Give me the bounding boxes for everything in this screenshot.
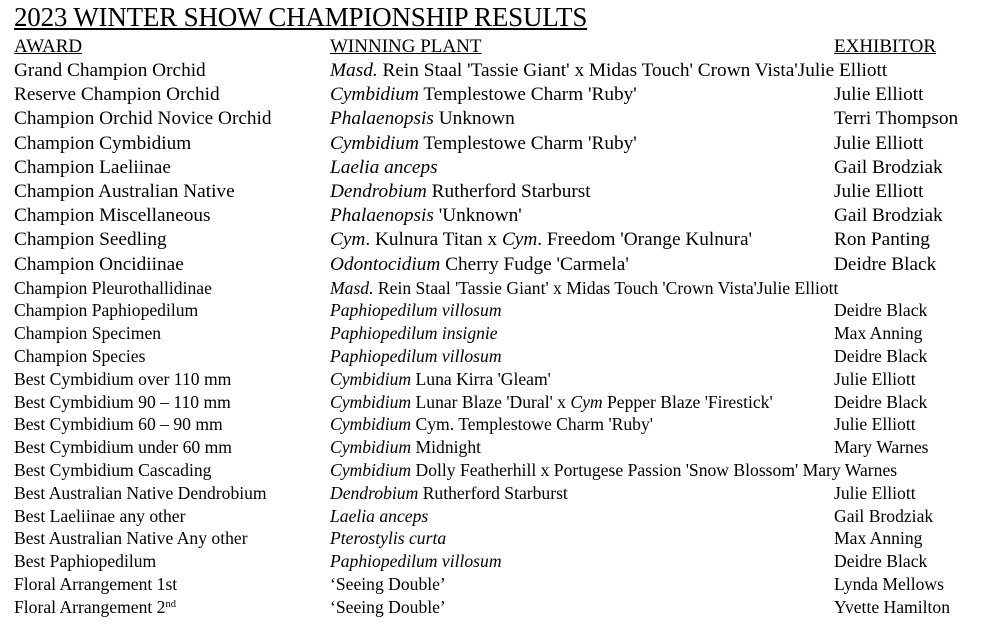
award-cell: Champion Species — [14, 346, 146, 367]
plant-name-text: Rutherford Starburst — [426, 180, 591, 202]
plant-name-text: Unknown — [433, 108, 515, 130]
plant-name-italic: Cym — [330, 229, 366, 251]
award-cell: Best Australian Native Dendrobium — [14, 482, 267, 503]
award-cell: Champion Oncidiinae — [14, 253, 184, 275]
plant-name-text: Midnight — [411, 437, 482, 458]
winning-plant-cell — [330, 156, 438, 180]
plant-name-italic: Cymbidium — [330, 437, 412, 458]
plant-name-italic: Phalaenopsis — [330, 108, 434, 130]
award-cell: Champion Pleurothallidinae — [14, 277, 212, 298]
exhibitor-cell: Julie Elliott — [834, 414, 916, 435]
winning-plant-cell — [330, 345, 502, 368]
plant-name-italic: Cymbidium — [330, 84, 419, 106]
plant-name-italic: Cym — [501, 229, 538, 251]
exhibitor-cell: Julie Elliott — [834, 84, 924, 106]
plant-name-italic: Paphiopedilum villosum — [330, 346, 502, 367]
winning-plant-cell — [330, 482, 568, 505]
exhibitor-cell: Deidre Black — [834, 346, 928, 367]
winning-plant-cell — [330, 413, 653, 436]
results-row — [0, 482, 984, 505]
winning-plant-cell — [330, 505, 428, 528]
award-cell: Champion Miscellaneous — [14, 205, 211, 227]
exhibitor-cell: Gail Brodziak — [834, 205, 943, 227]
results-row — [0, 107, 984, 131]
results-row — [0, 436, 984, 459]
plant-name-italic: Cymbidium — [330, 391, 412, 412]
award-cell: Champion Orchid Novice Orchid — [14, 108, 272, 130]
award-cell: Best Cymbidium Cascading — [14, 460, 212, 481]
winning-plant-cell — [330, 527, 446, 550]
results-row — [0, 596, 984, 619]
exhibitor-cell: Gail Brodziak — [834, 156, 943, 178]
award-cell: Best Cymbidium under 60 mm — [14, 437, 232, 458]
plant-name-italic: Cym — [570, 391, 603, 412]
results-row — [0, 505, 984, 528]
exhibitor-cell: Mary Warnes — [802, 460, 898, 481]
results-row — [0, 413, 984, 436]
plant-name-italic: Cymbidium — [330, 368, 412, 389]
exhibitor-cell: Julie Elliott — [834, 132, 924, 154]
plant-name-italic: Masd. — [330, 60, 378, 81]
winning-plant-cell — [330, 391, 773, 414]
plant-name-text: Rutherford Starburst — [418, 482, 568, 503]
plant-name-italic: Odontocidium — [330, 253, 441, 275]
results-row — [0, 527, 984, 550]
award-cell: Reserve Champion Orchid — [14, 84, 220, 106]
results-row — [0, 299, 984, 322]
plant-name-italic: Phalaenopsis — [330, 205, 434, 227]
results-row — [0, 253, 984, 277]
award-cell: Best Laeliinae any other — [14, 505, 186, 526]
winning-plant-cell — [330, 277, 838, 300]
header-winning-plant: WINNING PLANT — [330, 36, 482, 57]
results-row — [0, 59, 984, 83]
plant-name-italic: Dendrobium — [330, 180, 427, 202]
plant-name-text: Lunar Blaze 'Dural' x — [411, 391, 571, 412]
exhibitor-cell: Deidre Black — [834, 300, 928, 321]
winning-plant-cell — [330, 550, 502, 573]
plant-name-text: 'Unknown' — [433, 205, 522, 227]
exhibitor-cell: Deidre Black — [834, 391, 928, 412]
exhibitor-cell: Lynda Mellows — [834, 574, 944, 595]
results-row — [0, 459, 984, 482]
exhibitor-cell: Julie Elliott — [797, 60, 888, 81]
header-exhibitor: EXHIBITOR — [834, 36, 937, 57]
exhibitor-cell: Gail Brodziak — [834, 505, 934, 526]
results-table — [0, 59, 984, 619]
exhibitor-cell: Terri Thompson — [834, 108, 959, 130]
plant-name-italic: Laelia anceps — [330, 156, 438, 178]
plant-name-italic: Cymbidium — [330, 414, 412, 435]
winning-plant-cell — [330, 368, 551, 391]
winning-plant-cell — [330, 180, 591, 204]
winning-plant-cell — [330, 322, 498, 345]
plant-name-italic: Masd. — [330, 277, 374, 298]
plant-name-text: Templestowe Charm 'Ruby' — [418, 84, 637, 106]
winning-plant-cell — [330, 204, 522, 228]
plant-name-text: . Kulnura Titan x — [365, 229, 502, 251]
winning-plant-cell — [330, 596, 446, 619]
results-row — [0, 132, 984, 156]
award-cell: Best Cymbidium 90 – 110 mm — [14, 391, 231, 412]
award-cell: Champion Paphiopedilum — [14, 300, 199, 321]
award-cell: Champion Seedling — [14, 229, 167, 251]
award-cell: Best Cymbidium 60 – 90 mm — [14, 414, 223, 435]
plant-name-text: Pepper Blaze 'Firestick' — [602, 391, 773, 412]
plant-name-italic: Cymbidium — [330, 132, 419, 154]
plant-name-italic: Dendrobium — [330, 482, 419, 503]
results-row — [0, 204, 984, 228]
exhibitor-cell: Deidre Black — [834, 551, 928, 572]
header-award: AWARD — [14, 36, 83, 57]
exhibitor-cell: Julie Elliott — [834, 368, 916, 389]
winning-plant-cell — [330, 228, 752, 252]
winning-plant-cell — [330, 59, 887, 83]
award-cell: Best Paphiopedilum — [14, 551, 157, 572]
winning-plant-cell — [330, 573, 446, 596]
plant-name-text: Templestowe Charm 'Ruby' — [418, 132, 637, 154]
plant-name-text: Luna Kirra 'Gleam' — [411, 368, 551, 389]
results-row — [0, 277, 984, 300]
results-row — [0, 550, 984, 573]
plant-name-italic: Paphiopedilum villosum — [330, 300, 502, 321]
plant-name-italic: Cymbidium — [330, 460, 412, 481]
plant-name-text: Rein Staal 'Tassie Giant' x Midas Touch 'Crown Vista' — [373, 277, 757, 298]
results-row — [0, 345, 984, 368]
plant-name-text: ‘Seeing Double’ — [330, 596, 446, 617]
winning-plant-cell — [330, 253, 629, 277]
results-row — [0, 228, 984, 252]
award-cell: Champion Specimen — [14, 323, 162, 344]
award-cell: Best Cymbidium over 110 mm — [14, 368, 232, 389]
plant-name-text: Dolly Featherhill x Portugese Passion 'Snow Blossom' — [411, 460, 799, 481]
plant-name-text: Cym. Templestowe Charm 'Ruby' — [411, 414, 653, 435]
award-cell: Champion Cymbidium — [14, 132, 192, 154]
plant-name-italic: Laelia anceps — [330, 505, 429, 526]
winning-plant-cell — [330, 132, 637, 156]
exhibitor-cell: Ron Panting — [834, 229, 930, 251]
award-cell: Floral Arrangement 1st — [14, 574, 178, 595]
award-cell: Grand Champion Orchid — [14, 60, 206, 81]
page-title: 2023 WINTER SHOW CHAMPIONSHIP RESULTS — [14, 2, 588, 32]
plant-name-italic: Paphiopedilum insignie — [330, 323, 498, 344]
exhibitor-cell: Julie Elliott — [756, 277, 839, 298]
award-cell: Champion Laeliinae — [14, 156, 171, 178]
plant-name-text: ‘Seeing Double’ — [330, 574, 446, 595]
exhibitor-cell: Yvette Hamilton — [834, 596, 950, 617]
plant-name-text: Cherry Fudge 'Carmela' — [440, 253, 629, 275]
winning-plant-cell — [330, 459, 897, 482]
plant-name-italic: Pterostylis curta — [330, 528, 447, 549]
results-row — [0, 322, 984, 345]
results-row — [0, 83, 984, 107]
exhibitor-cell: Julie Elliott — [834, 482, 916, 503]
exhibitor-cell: Deidre Black — [834, 253, 937, 275]
results-row — [0, 180, 984, 204]
award-cell: Floral Arrangement 2nd — [14, 596, 177, 617]
results-row — [0, 573, 984, 596]
results-row — [0, 391, 984, 414]
results-row — [0, 156, 984, 180]
winning-plant-cell — [330, 107, 515, 131]
plant-name-italic: Paphiopedilum villosum — [330, 551, 502, 572]
exhibitor-cell: Max Anning — [834, 323, 923, 344]
plant-name-text: . Freedom 'Orange Kulnura' — [537, 229, 752, 251]
ordinal-suffix: nd — [165, 599, 177, 611]
plant-name-text: Rein Staal 'Tassie Giant' x Midas Touch' Crown Vista' — [377, 60, 798, 81]
results-row — [0, 368, 984, 391]
exhibitor-cell: Max Anning — [834, 528, 923, 549]
award-cell: Best Australian Native Any other — [14, 528, 248, 549]
exhibitor-cell: Mary Warnes — [834, 437, 929, 458]
award-cell: Champion Australian Native — [14, 180, 235, 202]
winning-plant-cell — [330, 436, 481, 459]
winning-plant-cell — [330, 299, 502, 322]
exhibitor-cell: Julie Elliott — [834, 180, 924, 202]
winning-plant-cell — [330, 83, 637, 107]
